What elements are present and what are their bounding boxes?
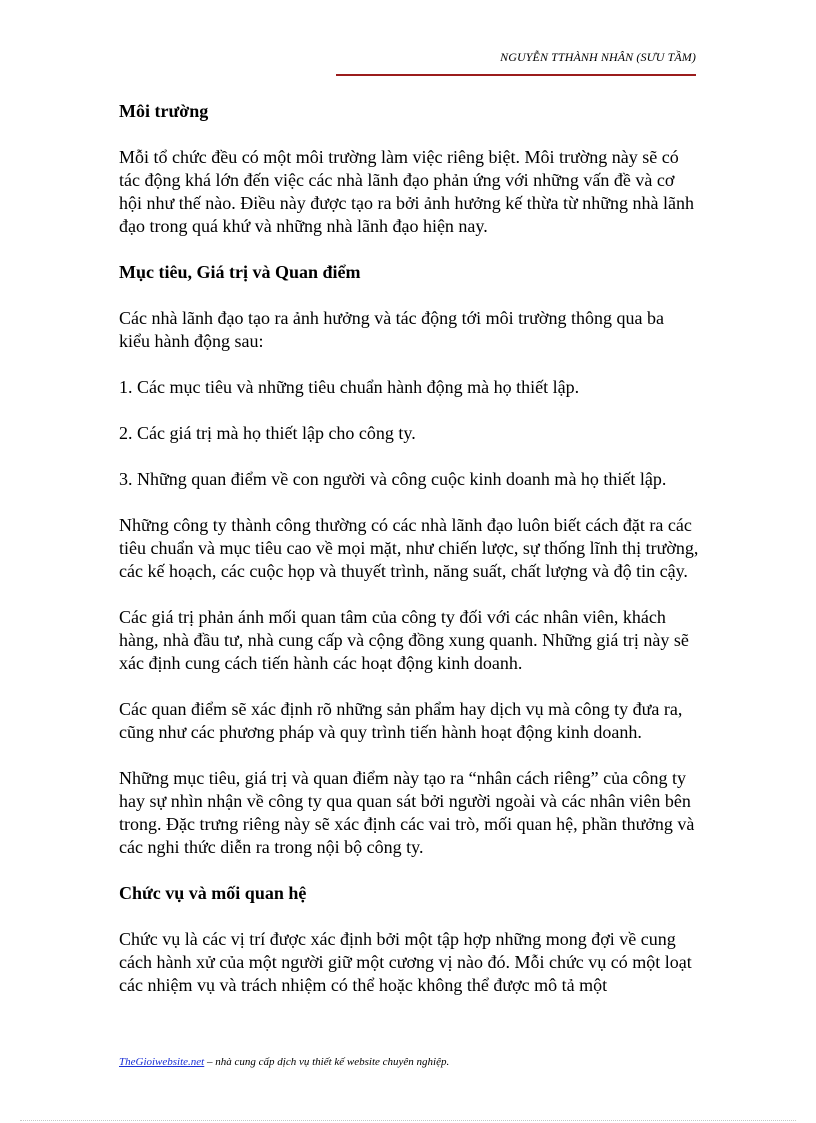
paragraph: Những công ty thành công thường có các nhà lãnh đạo luôn biết cách đặt ra các tiêu chuẩn và mục tiêu cao về mọi mặt, như chiến lược, sự thống lĩnh thị trường, các kế hoạch, các cuộc họp và thuyết trình, năng suất, chất lượng và độ tin cậy. [119, 515, 699, 581]
paragraph: Mỗi tổ chức đều có một môi trường làm việc riêng biệt. Môi trường này sẽ có tác động khá lớn đến việc các nhà lãnh đạo phản ứng với những vấn đề và cơ hội như thế nào. Điều này được tạo ra bởi ảnh hưởng kế thừa từ những nhà lãnh đạo trong quá khứ và những nhà lãnh đạo hiện nay. [119, 147, 694, 236]
page-header-author: NGUYỄN TTHÀNH NHÂN (SƯU TẦM) [500, 50, 696, 64]
list-item: 3. Những quan điểm về con người và công cuộc kinh doanh mà họ thiết lập. [119, 469, 667, 489]
paragraph: Các giá trị phản ánh mối quan tâm của công ty đối với các nhân viên, khách hàng, nhà đầu tư, nhà cung cấp và cộng đồng xung quanh. Những giá trị này sẽ xác định cung cách tiến hành các hoạt động kinh doanh. [119, 607, 689, 673]
section-heading-goals-values-views: Mục tiêu, Giá trị và Quan điểm [119, 262, 361, 282]
list-item: 1. Các mục tiêu và những tiêu chuẩn hành động mà họ thiết lập. [119, 377, 580, 397]
paragraph: Chức vụ là các vị trí được xác định bởi một tập hợp những mong đợi về cung cách hành xử của một người giữ một cương vị nào đó. Mỗi chức vụ có một loạt các nhiệm vụ và trách nhiệm có thể hoặc không thể được mô tả một [119, 929, 692, 995]
paragraph: Các nhà lãnh đạo tạo ra ảnh hưởng và tác động tới môi trường thông qua ba kiểu hành động sau: [119, 308, 664, 351]
footer-website-link[interactable]: TheGioiwebsite.net [119, 1056, 205, 1068]
page-bottom-divider [20, 1120, 796, 1121]
list-item: 2. Các giá trị mà họ thiết lập cho công ty. [119, 423, 416, 443]
section-heading-roles-relationships: Chức vụ và mối quan hệ [119, 883, 307, 903]
section-heading-environment: Môi trường [119, 101, 209, 121]
footer-tagline: – nhà cung cấp dịch vụ thiết kế website chuyên nghiệp. [204, 1056, 450, 1068]
page-footer [119, 1056, 449, 1068]
document-body [119, 100, 699, 1020]
paragraph: Những mục tiêu, giá trị và quan điểm này tạo ra “nhân cách riêng” của công ty hay sự nhìn nhận về công ty qua quan sát bởi người ngoài và các nhân viên bên trong. Đặc trưng riêng này sẽ xác định các vai trò, mối quan hệ, phần thưởng và các nghi thức diễn ra trong nội bộ công ty. [119, 768, 695, 857]
header-rule [336, 74, 696, 76]
paragraph: Các quan điểm sẽ xác định rõ những sản phẩm hay dịch vụ mà công ty đưa ra, cũng như các phương pháp và quy trình tiến hành hoạt động kinh doanh. [119, 699, 683, 742]
